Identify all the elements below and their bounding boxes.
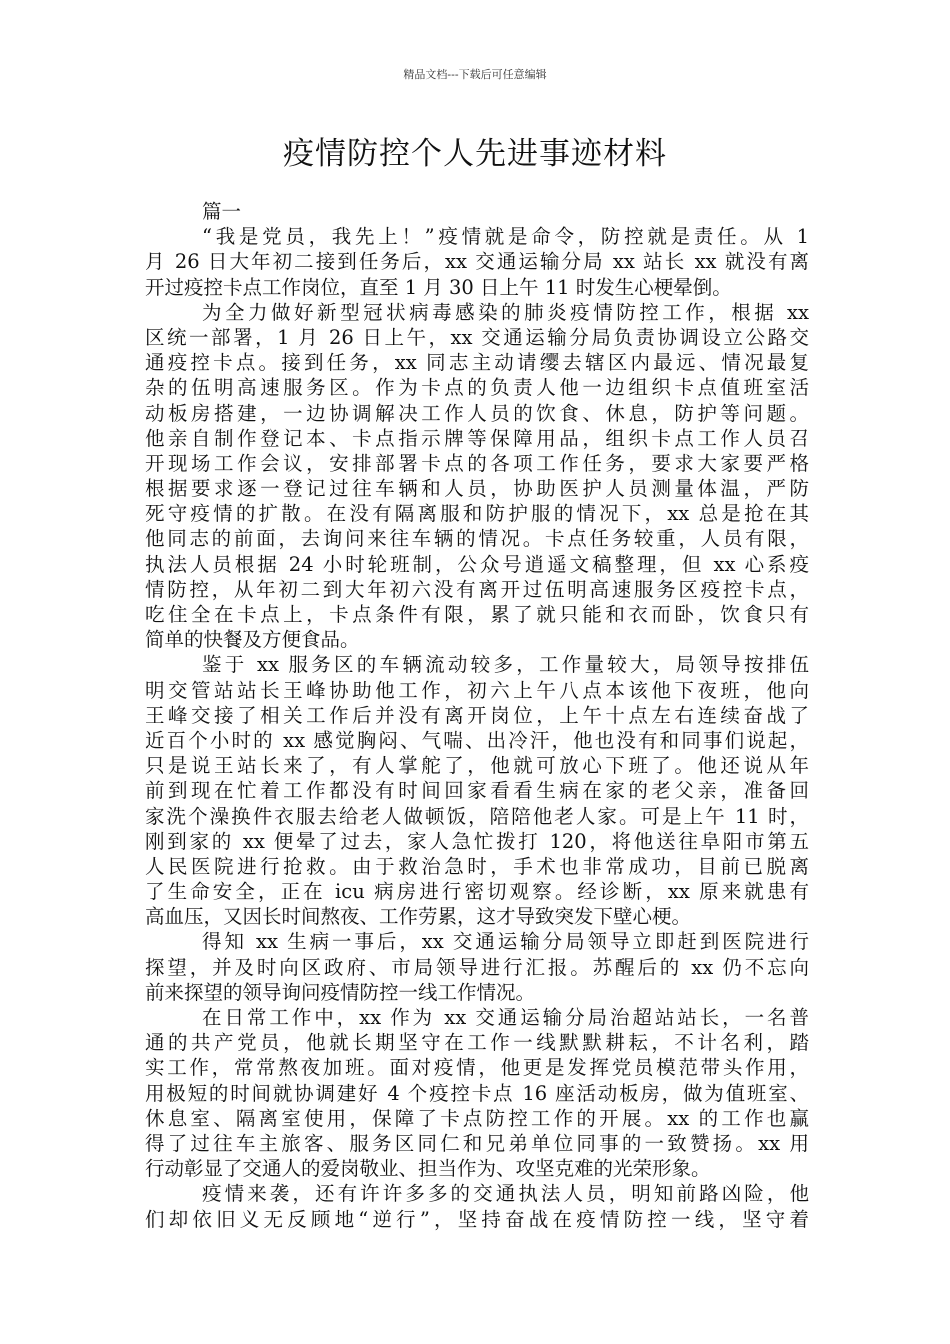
text-line: 休息室、隔离室使用，保障了卡点防控工作的开展。xx 的工作也赢 bbox=[145, 1106, 809, 1130]
text-line: 得知 xx 生病一事后，xx 交通运输分局领导立即赶到医院进行 bbox=[202, 930, 809, 954]
text-line: 明交管站站长王峰协助他工作，初六上午八点本该他下夜班，他向 bbox=[145, 678, 809, 702]
text-line: 开过疫控卡点工作岗位，直至 1 月 30 日上午 11 时发生心梗晕倒。 bbox=[145, 275, 732, 299]
text-line: 疫情来袭，还有许许多多的交通执法人员，明知前路凶险，他 bbox=[202, 1182, 809, 1206]
text-line: 区统一部署，1 月 26 日上午，xx 交通运输分局负责协调设立公路交 bbox=[145, 325, 809, 349]
text-line: 了生命安全，正在 icu 病房进行密切观察。经诊断，xx 原来就患有 bbox=[145, 880, 809, 904]
text-line: 吃住全在卡点上，卡点条件有限，累了就只能和衣而卧，饮食只有 bbox=[145, 603, 809, 626]
text-line: 用极短的时间就协调建好 4 个疫控卡点 16 座活动板房，做为值班室、 bbox=[145, 1081, 809, 1105]
text-line: 高血压，又因长时间熬夜、工作劳累，这才导致突发下壁心梗。 bbox=[145, 905, 692, 929]
text-line: 只是说王站长来了，有人掌舵了，他就可放心下班了。他还说从年 bbox=[145, 754, 809, 778]
page-header: 精品文档---下载后可任意编辑 bbox=[403, 68, 547, 81]
text-line: 前来探望的领导询问疫情防控一线工作情况。 bbox=[145, 980, 536, 1004]
text-line: 探望，并及时向区政府、市局领导进行汇报。苏醒后的 xx 仍不忘向 bbox=[145, 955, 809, 979]
text-line: 通的共产党员，他就长期坚守在工作一线默默耕耘，不计名利，踏 bbox=[145, 1031, 809, 1055]
text-line: 实工作，常常熬夜加班。面对疫情，他更是发挥党员模范带头作用， bbox=[145, 1056, 809, 1080]
text-line: 篇一 bbox=[202, 200, 242, 223]
text-line: 动板房搭建，一边协调解决工作人员的饮食、休息，防护等问题。 bbox=[145, 401, 809, 425]
text-line: 月 26 日大年初二接到任务后，xx 交通运输分局 xx 站长 xx 就没有离 bbox=[145, 250, 809, 274]
text-line: 死守疫情的扩散。在没有隔离服和防护服的情况下，xx 总是抢在其 bbox=[145, 502, 809, 526]
text-line: 鉴于 xx 服务区的车辆流动较多，工作量较大，局领导按排伍 bbox=[202, 653, 809, 677]
text-line: 前到现在忙着工作都没有时间回家看看生病在家的老父亲，准备回 bbox=[145, 779, 809, 803]
text-line: 刚到家的 xx 便晕了过去，家人急忙拨打 120，将他送往阜阳市第五 bbox=[145, 829, 809, 853]
text-line: 为全力做好新型冠状病毒感染的肺炎疫情防控工作，根据 xx bbox=[202, 300, 809, 324]
text-line: 他同志的前面，去询问来往车辆的情况。卡点任务较重，人员有限， bbox=[145, 527, 809, 551]
text-line: “我是党员，我先上！”疫情就是命令，防控就是责任。从 1 bbox=[202, 225, 809, 249]
text-line: 通疫控卡点。接到任务，xx 同志主动请缨去辖区内最远、情况最复 bbox=[145, 351, 809, 375]
text-line: 情防控，从年初二到大年初六没有离开过伍明高速服务区疫控卡点， bbox=[145, 577, 809, 601]
text-line: 执法人员根据 24 小时轮班制，公众号逍遥文稿整理，但 xx 心系疫 bbox=[145, 552, 809, 576]
text-line: 人民医院进行抢救。由于救治急时，手术也非常成功，目前已脱离 bbox=[145, 854, 809, 878]
text-line: 家洗个澡换件衣服去给老人做顿饭，陪陪他老人家。可是上午 11 时， bbox=[145, 804, 809, 828]
text-line: 开现场工作会议，安排部署卡点的各项工作任务，要求大家要严格 bbox=[145, 451, 809, 475]
text-line: 行动彰显了交通人的爱岗敬业、担当作为、攻坚克难的光荣形象。 bbox=[145, 1157, 711, 1181]
text-line: 简单的快餐及方便食品。 bbox=[145, 628, 360, 652]
text-line: 近百个小时的 xx 感觉胸闷、气喘、出冷汗，他也没有和同事们说起， bbox=[145, 728, 809, 752]
document-title: 疫情防控个人先进事迹材料 bbox=[283, 136, 667, 172]
text-line: 根据要求逐一登记过往车辆和人员，协助医护人员测量体温，严防 bbox=[145, 477, 809, 501]
text-line: 王峰交接了相关工作后并没有离开岗位，上午十点左右连续奋战了 bbox=[145, 703, 809, 727]
text-line: 们却依旧义无反顾地“逆行”，坚持奋战在疫情防控一线，坚守着 bbox=[145, 1207, 809, 1231]
text-line: 在日常工作中，xx 作为 xx 交通运输分局治超站站长，一名普 bbox=[202, 1006, 809, 1029]
text-line: 得了过往车主旅客、服务区同仁和兄弟单位同事的一致赞扬。xx 用 bbox=[145, 1131, 809, 1155]
document-body bbox=[145, 199, 809, 1232]
text-line: 杂的伍明高速服务区。作为卡点的负责人他一边组织卡点值班室活 bbox=[145, 376, 809, 400]
text-line: 他亲自制作登记本、卡点指示牌等保障用品，组织卡点工作人员召 bbox=[145, 426, 809, 450]
